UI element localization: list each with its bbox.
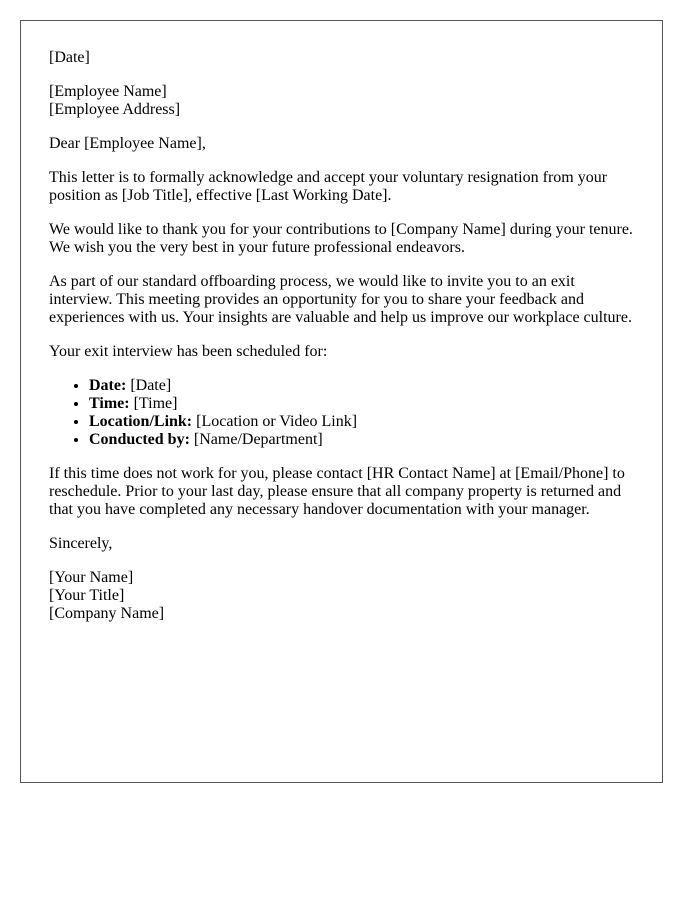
recipient-address: [Employee Address]	[49, 101, 181, 118]
signature-name: [Your Name]	[49, 569, 134, 586]
recipient-block	[49, 83, 634, 119]
letter	[20, 20, 663, 783]
signature-block	[49, 569, 634, 623]
interview-details	[49, 377, 634, 449]
recipient-name: [Employee Name]	[49, 83, 167, 100]
detail-time: • Time: [Time]	[89, 395, 634, 413]
signature-title: [Your Title]	[49, 587, 125, 604]
paragraph-schedule-intro: Your exit interview has been scheduled for:	[49, 343, 328, 360]
detail-location: • Location/Link: [Location or Video Link]	[89, 413, 634, 431]
sign-off: Sincerely,	[49, 535, 113, 552]
letter-date: [Date]	[49, 49, 90, 66]
paragraph-acknowledgement: This letter is to formally acknowledge and accept your voluntary resignation from your position as [Job Title], effective [Last Working Date].	[49, 169, 608, 204]
paragraph-exit-interview: As part of our standard offboarding process, we would like to invite you to an exit interview. This meeting provides an opportunity for you to share your feedback and experiences with us. Your insights are valuable and help us improve our workplace culture.	[49, 273, 632, 326]
detail-date: • Date: [Date]	[89, 377, 634, 395]
salutation: Dear [Employee Name],	[49, 135, 206, 152]
detail-conducted-by: • Conducted by: [Name/Department]	[89, 431, 634, 449]
paragraph-thanks: We would like to thank you for your contributions to [Company Name] during your tenure. We wish you the very best in your future professional endeavors.	[49, 221, 633, 256]
signature-company: [Company Name]	[49, 605, 165, 622]
paragraph-closing: If this time does not work for you, please contact [HR Contact Name] at [Email/Phone] to reschedule. Prior to your last day, please ensure that all company property is returned and that you have completed any necessary handover documentation with your manager.	[49, 465, 625, 518]
